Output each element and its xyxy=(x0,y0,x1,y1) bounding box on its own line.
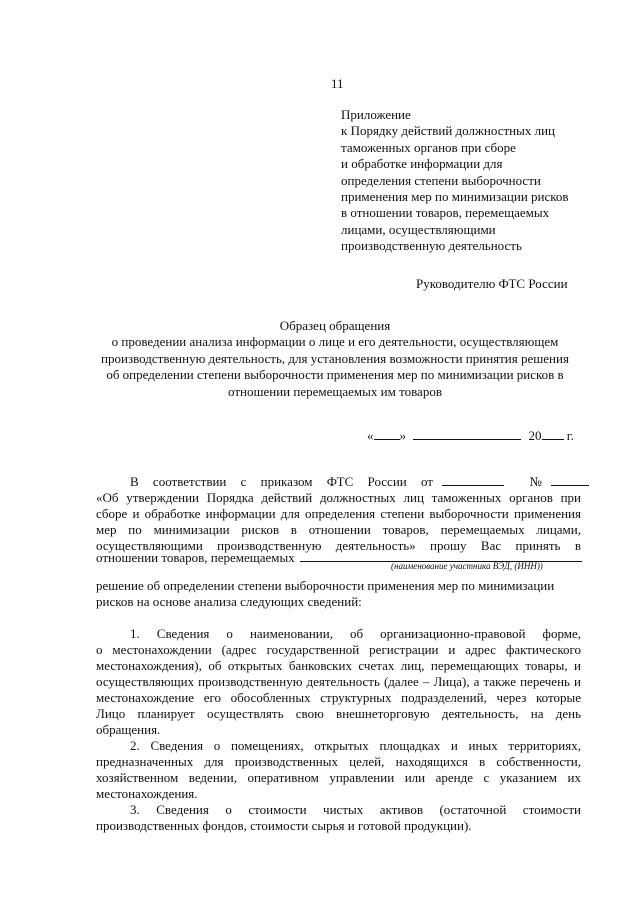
order-number-sign: № xyxy=(529,474,542,489)
item1-line: 1. Сведения о наименовании, об организационно-правовой форме, xyxy=(130,626,581,641)
appendix-line: применения мер по минимизации рисков xyxy=(341,189,569,205)
item1-line: осуществляющих производственную деятельность (далее – Лица), а также перечень и xyxy=(96,674,581,689)
title-line: о проведении анализа информации о лице и его деятельности, осуществляющем xyxy=(111,334,559,350)
date-close-quote: » xyxy=(399,428,406,443)
intro-line-2: «Об утверждении Порядка действий должностных лиц таможенных органов при xyxy=(96,490,581,505)
intro-line-4: мер по минимизации рисков в отношении товаров, перемещаемых лицами, xyxy=(96,522,581,537)
item2-line: местонахождения. xyxy=(96,786,198,801)
intro-line-3: сборе и обработке информации для определения степени выборочности применения xyxy=(96,506,581,521)
item1-line: местонахождения), об открытых банковских счетах лиц, перемещающих товары, и xyxy=(96,658,581,673)
item2-line: хозяйственном ведении, оперативном управлении или аренде с указанием их xyxy=(96,770,581,785)
appendix-line: таможенных органов при сборе xyxy=(341,139,516,155)
intro-text: В соответствии с приказом ФТС России от xyxy=(130,474,433,489)
page-number: 11 xyxy=(331,76,344,91)
appendix-line: в отношении товаров, перемещаемых xyxy=(341,205,550,221)
title-heading: Образец обращения xyxy=(279,318,391,333)
participant-caption: (наименование участника ВЭД, (ИНН)) xyxy=(391,561,543,571)
title-line: производственную деятельность, для установления возможности принятия решения xyxy=(101,350,569,366)
intro-line-1 xyxy=(130,474,589,490)
order-number-blank xyxy=(551,474,589,486)
intro-text: отношении товаров, перемещаемых xyxy=(96,550,295,565)
item3-line: производственных фондов, стоимости сырья и готовой продукции). xyxy=(96,818,472,833)
appendix-line: к Порядку действий должностных лиц xyxy=(341,123,556,139)
appendix-line: и обработке информации для xyxy=(341,156,503,172)
appendix-line: определения степени выборочности xyxy=(341,172,541,188)
appendix-line: Приложение xyxy=(341,107,411,122)
item2-line: предназначенных для производственных целей, находящихся в собственности, xyxy=(96,754,581,769)
item2-line: 2. Сведения о помещениях, открытых площадках и иных территориях, xyxy=(130,738,581,753)
item1-line: обращения. xyxy=(96,722,161,737)
date-line xyxy=(367,428,574,444)
title-line: об определении степени выборочности применения мер по минимизации рисков в xyxy=(106,367,564,383)
addressee: Руководителю ФТС России xyxy=(416,276,568,291)
year-blank xyxy=(542,428,564,440)
item3-line: 3. Сведения о стоимости чистых активов (остаточной стоимости xyxy=(130,802,581,817)
appendix-line: лицами, осуществляющими xyxy=(341,221,496,237)
order-date-blank xyxy=(442,474,504,486)
item1-line: Лицо планирует осуществлять свою внешнеторговую деятельность, на день xyxy=(96,706,581,721)
item1-line: местонахождение его обособленных структурных подразделений, через которые xyxy=(96,690,581,705)
month-blank xyxy=(413,428,521,440)
appendix-line: производственную деятельность xyxy=(341,238,522,254)
intro-line-5: осуществляющими производственную деятельность» прошу Вас принять в xyxy=(96,538,581,553)
title-line: отношении перемещаемых им товаров xyxy=(228,383,442,399)
date-open-quote: « xyxy=(367,428,374,443)
year-prefix: 20 xyxy=(528,428,542,443)
appendix-block xyxy=(341,107,631,255)
intro-line-7: решение об определении степени выборочности применения мер по минимизации xyxy=(96,578,555,593)
document-title xyxy=(90,318,580,400)
day-blank xyxy=(374,428,400,440)
item1-line: о местонахождении (адрес государственной регистрации и адрес фактического xyxy=(96,642,581,657)
year-suffix: г. xyxy=(566,428,574,443)
intro-line-8: рисков на основе анализа следующих сведений: xyxy=(96,594,362,609)
